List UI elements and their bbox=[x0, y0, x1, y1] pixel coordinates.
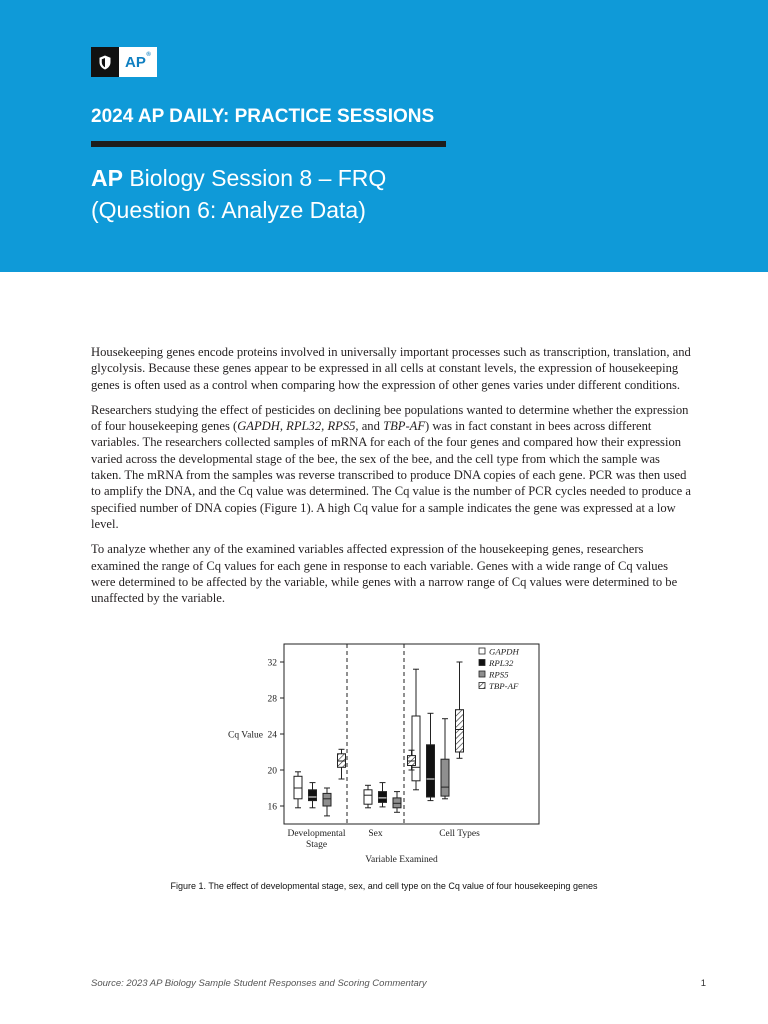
legend-swatch-tbp-af bbox=[479, 683, 485, 689]
figure-caption: Figure 1. The effect of developmental stage, sex, and cell type on the Cq value of four housekeeping genes bbox=[170, 881, 598, 891]
box-plot-chart bbox=[226, 640, 546, 868]
box-rps5 bbox=[441, 759, 449, 796]
header-banner bbox=[0, 0, 768, 272]
box-rps5 bbox=[323, 793, 331, 806]
ap-logo-text: AP ® bbox=[125, 51, 151, 71]
y-tick-label: 20 bbox=[267, 766, 277, 777]
legend-swatch-rps5 bbox=[479, 671, 485, 677]
footer-source: Source: 2023 AP Biology Sample Student Responses and Scoring Commentary bbox=[91, 978, 427, 989]
box-gapdh bbox=[364, 790, 372, 804]
x-category-label: Developmental bbox=[287, 829, 346, 839]
box-gapdh bbox=[412, 716, 420, 781]
title-prefix: AP bbox=[91, 165, 123, 191]
box-rpl32 bbox=[309, 790, 317, 801]
legend-swatch-gapdh bbox=[479, 648, 485, 654]
gene-name: RPL32 bbox=[286, 419, 322, 434]
legend-label: RPL32 bbox=[489, 657, 514, 668]
gene-name: TBP-AF bbox=[383, 419, 426, 434]
series-title: 2024 AP DAILY: PRACTICE SESSIONS bbox=[91, 106, 435, 127]
y-tick-label: 32 bbox=[267, 658, 277, 669]
y-tick-label: 24 bbox=[267, 730, 277, 741]
paragraph-3: To analyze whether any of the examined variables affected expression of the housekeeping genes, researchers examined the range of Cq values for each gene in response to each variable. Genes with a wide range of Cq values were determined to be affected by the variable, while genes with a narrow range of Cq values were determined to be unaffected by the variable. bbox=[91, 542, 678, 606]
box-rpl32 bbox=[427, 745, 435, 797]
figure-1 bbox=[226, 640, 546, 872]
y-tick-label: 16 bbox=[267, 802, 277, 813]
box-rpl32 bbox=[379, 792, 387, 803]
page-number: 1 bbox=[700, 978, 706, 989]
x-axis-label: Variable Examined bbox=[365, 855, 438, 865]
legend-label: TBP-AF bbox=[489, 680, 519, 691]
x-category-label: Sex bbox=[368, 829, 383, 839]
gene-name: GAPDH bbox=[237, 419, 280, 434]
y-axis-label: Cq Value bbox=[228, 730, 263, 741]
paragraph-2: Researchers studying the effect of pesticides on declining bee populations wanted to determine whether the expression of four housekeeping genes (GAPDH, RPL32, RPS5, and TBP-AF) was in fact constant in bees across different variables. The researchers collected samples of mRNA for each of the four genes and compared how their expression varied across the developmental stage of the bee, the sex of the bee, and the cell type from which the sample was taken. The mRNA from the samples was reverse transcribed to produce DNA copies of each gene. PCR was then used to amplify the DNA, and the Cq value was determined. The Cq value is the number of PCR cycles needed to produce a specified number of DNA copies (Figure 1). A high Cq value for a sample indicates the gene was expressed at a low level. bbox=[91, 402, 691, 531]
title-line-2: (Question 6: Analyze Data) bbox=[91, 197, 366, 223]
legend-swatch-rpl32 bbox=[479, 660, 485, 666]
title-line-1: Biology Session 8 – FRQ bbox=[122, 165, 387, 191]
body-text bbox=[91, 344, 691, 615]
title-divider bbox=[91, 141, 446, 147]
page-title bbox=[91, 162, 386, 226]
paragraph-1: Housekeeping genes encode proteins involved in universally important processes such as transcription, translation, and glycolysis. Because these genes appear to be expressed in all cells at constant levels, the expression of housekeeping genes is often used as a control when comparing how the expression of other genes varies under different conditions. bbox=[91, 345, 691, 392]
gene-name: RPS5 bbox=[327, 419, 356, 434]
box-tbp-af bbox=[456, 710, 464, 752]
x-category-label-line2: Stage bbox=[305, 840, 328, 850]
legend-label: RPS5 bbox=[489, 669, 509, 680]
legend-label: GAPDH bbox=[489, 646, 519, 657]
ap-logo bbox=[91, 47, 157, 77]
x-category-label: Cell Types bbox=[439, 829, 480, 839]
shield-icon bbox=[91, 47, 119, 77]
y-tick-label: 28 bbox=[267, 694, 277, 705]
